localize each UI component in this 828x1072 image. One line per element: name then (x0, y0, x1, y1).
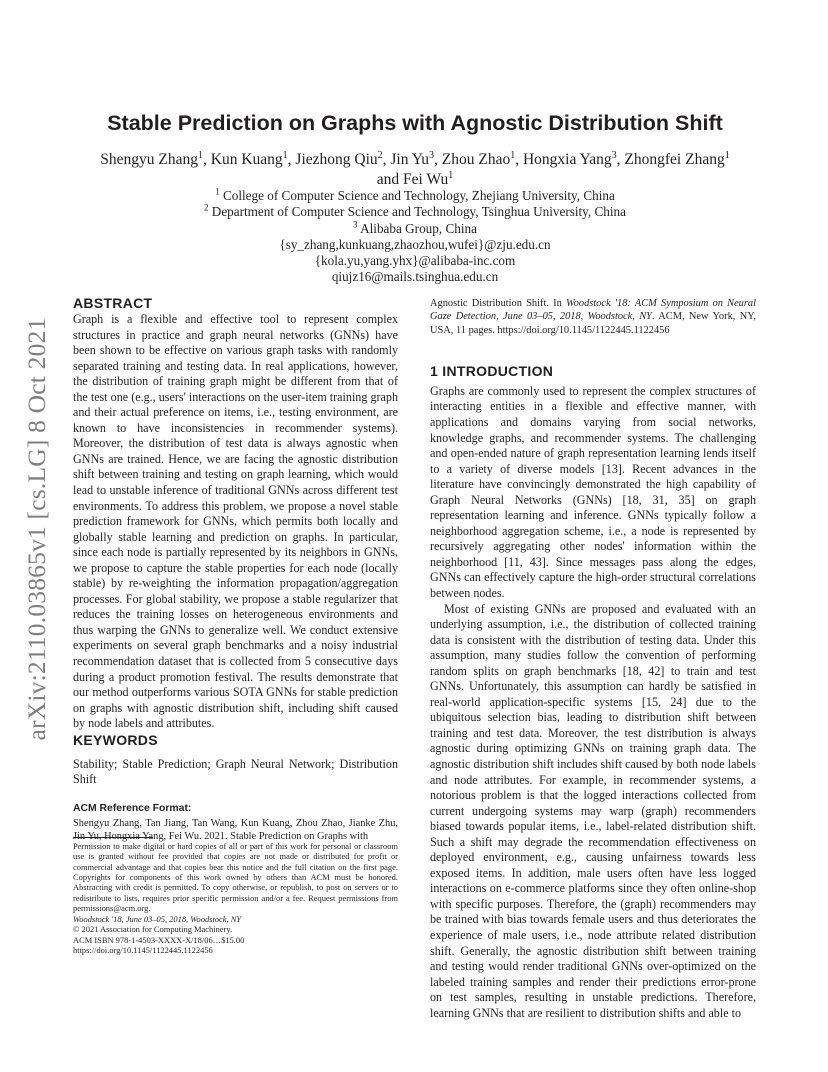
author-name: Jin Yu (390, 151, 430, 168)
author-name: Kun Kuang (210, 151, 283, 168)
affiliation-mark: 1 (282, 149, 288, 161)
acm-reference-text: Shengyu Zhang, Tan Jiang, Tan Wang, Kun Kuang, Zhou Zhao, Jianke Zhu, Jin Yu, Hongxia Yang, Fei Wu. 2021. Stable Prediction on Graphs with (73, 817, 398, 843)
email-line: {sy_zhang,kunkuang,zhaozhou,wufei}@zju.edu.cn (279, 236, 551, 252)
abstract-text: Graph is a flexible and effective tool to represent complex structures in practice and graph neural networks (GNNs) have been shown to be effective on various graph tasks with randomly separated training and testing data. In real applications, however, the distribution of training graph might be different from that of the test one (e.g., users' interactions on the user-item training graph and their actual preference on items, i.e., testing environment, are known to have inconsistencies in recommender systems). Moreover, the distribution of test data is always agnostic when GNNs are trained. Hence, we are facing the agnostic distribution shift between training and testing on graph learning, which would lead to unstable inference of traditional GNNs across different test environments. To address this problem, we propose a novel stable prediction framework for GNNs, which permits both locally and globally stable learning and prediction on graphs. In particular, since each node is partially represented by its neighbors in GNNs, we propose to capture the stable properties for each node (locally stable) by re-weighting the information propagation/aggregation processes. For global stability, we propose a stable regularizer that reduces the training losses on heterogeneous environments and thus warping the GNNs to generalize well. We conduct extensive experiments on several graph benchmarks and a noisy industrial recommendation dataset that is collected from 5 consecutive days during a product promotion festival. The results demonstrate that our method outperforms various SOTA GNNs for stable prediction on graphs with agnostic distribution shift, including shift caused by node labels and attributes. (73, 312, 398, 731)
permission-notice: Permission to make digital or hard copies of all or part of this work for personal or classroom use is granted without fee provided that copies are not made or distributed for profit or commercial advantage and that copies bear this notice and the full citation on the first page. Copyrights for components of this work owned by others than ACM must be honored. Abstracting with credit is permitted. To copy otherwise, or republish, to post on servers or to redistribute to lists, requires prior specific permission and/or a fee. Request permissions from permissions@acm.org. (73, 841, 398, 914)
affiliation-mark: 3 (611, 149, 617, 161)
affiliation-line (110, 221, 720, 237)
doi-link[interactable]: https://doi.org/10.1145/1122445.1122456 (73, 945, 213, 956)
affiliation-block (110, 188, 720, 286)
email-line: {kola.yu,yang.yhx}@alibaba-inc.com (314, 253, 516, 269)
affiliation-line (110, 188, 720, 204)
affiliation-line (110, 204, 720, 220)
intro-paragraph: Most of existing GNNs are proposed and evaluated with an underlying assumption, i.e., the distribution of collected training data is consistent with the distribution of testing data. Under this assumption, many studies follow the convention of performing random splits on graph benchmarks [18, 42] to train and test GNNs. Unfortunately, this assumption can hardly be satisfied in real-world application-specific systems [15, 24] due to the ubiquitous selection bias, leading to distribution shift between training and test data. Moreover, the test distribution is always agnostic during optimizing GNNs on training graph data. The agnostic distribution shift includes shift caused by both node labels and node attributes. For example, in recommender systems, a notorious problem is that the logged interactions collected from current undergoing systems may warp (graph) recommenders biased towards popular items, i.e., label-related distribution shift. Such a shift may degrade the recommendation effectiveness on deployed environment, e.g., causing unfairness towards less exposed items. In addition, male users often have less logged interactions on e-commerce platforms since they often online-shop with specific purposes. Therefore, the (graph) recommenders may be trained with bias towards female users and thus deteriorates the experience of male users, i.e., node attribute related distribution shift. Generally, the agnostic distribution shift between training and testing would render traditional GNNs over-optimized on the labeled training samples and render their predictions error-prone on test samples, resulting in unstable predictions. Therefore, learning GNNs that are resilient to distribution shifts and able to (430, 601, 756, 1020)
paper-title: Stable Prediction on Graphs with Agnostic Distribution Shift (107, 111, 723, 135)
isbn-line: ACM ISBN 978-1-4503-XXXX-X/18/06…$15.00 (73, 934, 245, 945)
publication-metadata (73, 914, 398, 955)
introduction-heading: 1 INTRODUCTION (430, 362, 554, 379)
left-column (73, 295, 398, 843)
affiliation-mark: 3 (429, 149, 435, 161)
reference-venue: Woodstock '18: ACM Symposium on Neural Gaze Detection, June 03–05, 2018, Woodstock, NY (430, 298, 756, 323)
acm-reference-continuation (430, 297, 756, 337)
keywords-text: Stability; Stable Prediction; Graph Neural Network; Distribution Shift (73, 756, 398, 787)
author-name: Hongxia Yang (522, 151, 612, 168)
reference-text: . ACM, New York, NY, USA, 11 pages. https://doi.org/10.1145/1122445.1122456 (430, 311, 756, 336)
author-name: Fei Wu (403, 171, 449, 188)
arxiv-identifier: arXiv:2110.03865v1 [cs.LG] 8 Oct 2021 (22, 317, 51, 740)
keywords-heading: KEYWORDS (73, 731, 158, 748)
abstract-heading: ABSTRACT (73, 295, 153, 311)
email-line: qiujz16@mails.tsinghua.edu.cn (331, 269, 499, 285)
affiliation-text: Department of Computer Science and Technology, Tsinghua University, China (211, 204, 626, 220)
affiliation-number: 1 (215, 186, 220, 197)
affiliation-number: 2 (204, 202, 209, 213)
author-name: Zhou Zhao (441, 151, 511, 168)
copyright-line: © 2021 Association for Computing Machinery. (73, 924, 233, 935)
intro-paragraph: Graphs are commonly used to represent the complex structures of interacting entities in a flexible and effective manner, with applications and domains varying from social networks, knowledge graphs, and recommender systems. The challenging and open-ended nature of graph representation learning lends itself to a variety of diverse models [13]. Recent advances in the literature have convincingly demonstrated the high capability of Graph Neural Networks (GNNs) [18, 31, 35] on graph representation learning and inference. GNNs typically follow a neighborhood aggregation scheme, i.e., a node is represented by recursively aggregating other nodes' information within the neighborhood [11, 43]. Since messages pass along the edges, GNNs can effectively capture the high-order structural correlations between nodes. (430, 383, 756, 600)
affiliation-mark: 1 (448, 169, 454, 181)
affiliation-number: 3 (353, 219, 358, 230)
acm-reference-heading: ACM Reference Format: (73, 802, 192, 814)
footnote-rule (73, 837, 153, 838)
reference-text: Agnostic Distribution Shift. In (430, 298, 566, 309)
affiliation-mark: 1 (510, 149, 516, 161)
author-name: Shengyu Zhang (100, 151, 198, 168)
author-name: Jiezhong Qiu (295, 151, 378, 168)
affiliation-text: Alibaba Group, China (360, 220, 477, 236)
affiliation-mark: 2 (377, 149, 383, 161)
affiliation-mark: 1 (198, 149, 203, 161)
arxiv-sidebar (22, 296, 52, 761)
right-column (430, 297, 756, 1021)
affiliation-mark: 1 (724, 149, 730, 161)
venue-line: Woodstock '18, June 03–05, 2018, Woodstock, NY (73, 914, 242, 924)
author-list: Shengyu Zhang$^1$, Kun Kuang$^1$, Jiezhong Qiu$^2$, Jin Yu$^3$, Zhou Zhao$^1$, Hongxia Yang$^3$, Zhongfei Zhang$^1$ and Fei Wu$^1$ (100, 149, 730, 188)
affiliation-text: College of Computer Science and Technology, Zhejiang University, China (222, 188, 615, 203)
author-name: Zhongfei Zhang (624, 151, 725, 168)
